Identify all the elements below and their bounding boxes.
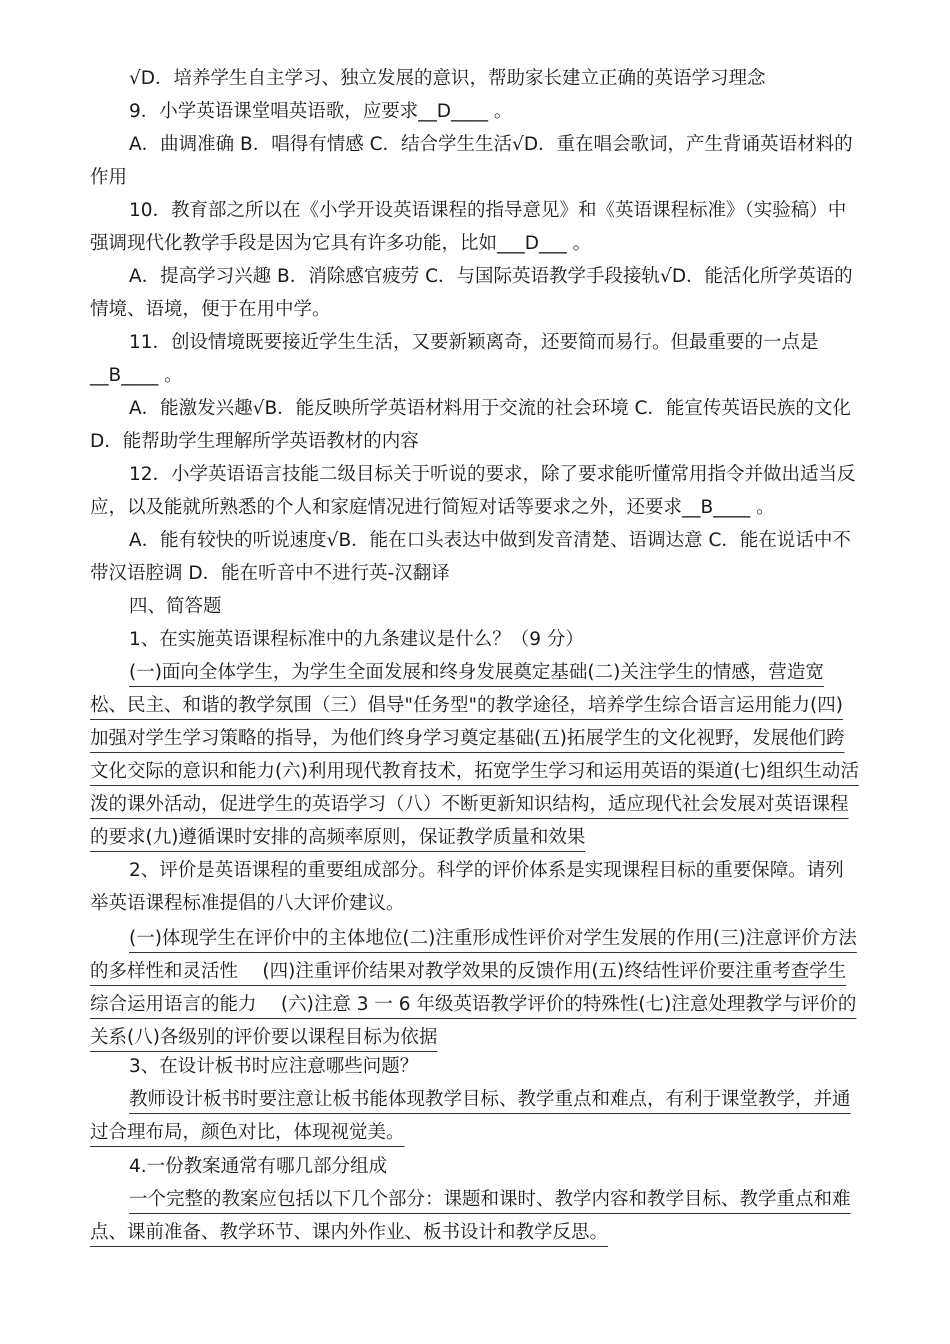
question-11-options: A．能激发兴趣√B．能反映所学英语材料用于交流的社会环境 C．能宣传英语民族的文化 D．能帮助学生理解所学英语教材的内容 — [90, 398, 851, 452]
short-answer-1-question: 1、在实施英语课程标准中的九条建议是什么？（9 分） — [129, 629, 584, 650]
question-9: 9．小学英语课堂唱英语歌，应要求__D____ 。 — [129, 101, 513, 122]
section-heading-short-answer: 四、简答题 — [129, 596, 222, 617]
question-9-options: A．曲调准确 B．唱得有情感 C．结合学生生活√D．重在唱会歌词，产生背诵英语材料的作用 — [90, 134, 853, 188]
short-answer-4-question: 4.一份教案通常有哪几部分组成 — [129, 1156, 388, 1177]
question-12-options: A．能有较快的听说速度√B．能在口头表达中做到发音清楚、语调达意 C．能在说话中不带汉语腔调 D．能在听音中不进行英-汉翻译 — [90, 530, 851, 584]
question-10-options: A．提高学习兴趣 B．消除感官疲劳 C．与国际英语教学手段接轨√D．能活化所学英语的情境、语境，便于在用中学。 — [90, 266, 853, 320]
short-answer-3-answer: 教师设计板书时要注意让板书能体现教学目标、教学重点和难点，有利于课堂教学，并通过合理布局，颜色对比，体现视觉美。 — [90, 1089, 851, 1143]
short-answer-2-question: 2、评价是英语课程的重要组成部分。科学的评价体系是实现课程目标的重要保障。请列举英语课程标准提倡的八大评价建议。 — [90, 860, 844, 914]
question-12: 12．小学英语语言技能二级目标关于听说的要求，除了要求能听懂常用指令并做出适当反应，以及能就所熟悉的个人和家庭情况进行简短对话等要求之外，还要求__B____ 。 — [90, 464, 856, 518]
short-answer-3-question: 3、在设计板书时应注意哪些问题？ — [129, 1056, 419, 1077]
short-answer-4-answer: 一个完整的教案应包括以下几个部分：课题和课时、教学内容和教学目标、教学重点和难点、课前准备、教学环节、课内外作业、板书设计和教学反思。 — [90, 1189, 851, 1243]
question-11: 11．创设情境既要接近学生生活，又要新颖离奇，还要简而易行。但最重要的一点是__B____ 。 — [90, 332, 819, 386]
short-answer-1-answer: (一)面向全体学生，为学生全面发展和终身发展奠定基础(二)关注学生的情感，营造宽松、民主、和谐的教学氛围（三）倡导"任务型"的教学途径，培养学生综合语言运用能力(四)加强对学生学习策略的指导，为他们终身学习奠定基础(五)拓展学生的文化视野，发展他们跨文化交际的意识和能力(六)利用现代教育技术，拓宽学生学习和运用英语的渠道(七)组织生动活泼的课外活动，促进学生的英语学习（八）不断更新知识结构，适应现代社会发展对英语课程的要求(九)遵循课时安排的高频率原则，保证教学质量和效果 — [90, 662, 859, 848]
question-8-option-d: √D．培养学生自主学习、独立发展的意识，帮助家长建立正确的英语学习理念 — [129, 68, 766, 89]
question-10: 10．教育部之所以在《小学开设英语课程的指导意见》和《英语课程标准》（实验稿）中强调现代化教学手段是因为它具有许多功能，比如___D___ 。 — [90, 200, 847, 254]
short-answer-2-answer: (一)体现学生在评价中的主体地位(二)注重形成性评价对学生发展的作用(三)注意评价方法的多样性和灵活性 (四)注重评价结果对教学效果的反馈作用(五)终结性评价要注重考查学生综合运用语言的能力 (六)注意 3 一 6 年级英语教学评价的特殊性(七)注意处理教学与评价的关系(八)各级别的评价要以课程目标为依据 — [90, 928, 857, 1048]
